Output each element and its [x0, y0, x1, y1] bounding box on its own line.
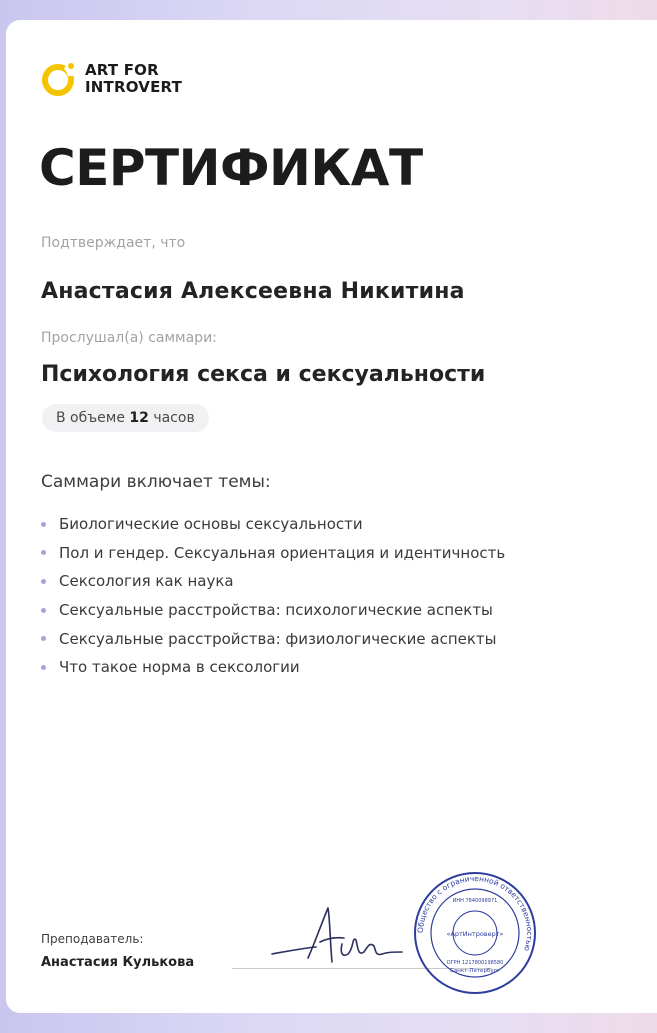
- recipient-name: Анастасия Алексеевна Никитина: [41, 279, 465, 304]
- logo-ring-icon: [40, 60, 78, 98]
- topic-text: Биологические основы сексуальности: [59, 515, 363, 534]
- topic-text: Пол и гендер. Сексуальная ориентация и идентичность: [59, 543, 506, 562]
- listened-text: Прослушал(а) саммари:: [41, 330, 217, 346]
- teacher-name: Анастасия Кулькова: [41, 955, 195, 970]
- certificate-card: [6, 20, 657, 1013]
- list-item: [41, 567, 505, 596]
- signature-image: [264, 892, 414, 972]
- list-item: [41, 539, 505, 568]
- confirms-text: Подтверждает, что: [41, 235, 186, 251]
- list-item: [41, 653, 505, 682]
- list-item: [41, 510, 505, 539]
- logo-line-2: INTROVERT: [85, 78, 183, 96]
- svg-text:Общество с ограниченной ответс: [416, 874, 534, 952]
- volume-hours: 12: [129, 410, 149, 426]
- certificate-title: СЕРТИФИКАТ: [39, 139, 423, 197]
- bullet-icon: [41, 665, 46, 670]
- volume-suffix: часов: [153, 410, 195, 426]
- list-item: [41, 596, 505, 625]
- topic-text: Сексуальные расстройства: физиологические аспекты: [59, 629, 497, 648]
- stamp-ring-text: Общество с ограниченной ответственностью: [415, 873, 535, 953]
- bullet-icon: [41, 522, 46, 527]
- bullet-icon: [41, 636, 46, 641]
- topic-text: Сексуальные расстройства: психологические аспекты: [59, 601, 493, 620]
- brand-logo: [40, 60, 182, 98]
- stamp-inn: ИНН 7840098971: [452, 898, 498, 904]
- logo-line-1: ART FOR: [85, 61, 159, 79]
- topics-heading: Саммари включает темы:: [41, 472, 271, 492]
- stamp-ogrn: ОГРН 1217800198580: [446, 960, 504, 966]
- bullet-icon: [41, 550, 46, 555]
- stamp-city: Санкт-Петербург: [450, 968, 500, 974]
- topics-list: [41, 510, 505, 682]
- logo-text: [85, 62, 182, 96]
- volume-badge: [42, 404, 209, 432]
- volume-prefix: В объеме: [56, 410, 125, 426]
- bullet-icon: [41, 579, 46, 584]
- stamp-center-text: «АртИнтроверт»: [446, 930, 504, 938]
- bullet-icon: [41, 608, 46, 613]
- teacher-label: Преподаватель:: [41, 932, 144, 946]
- list-item: [41, 624, 505, 653]
- company-stamp: [410, 868, 540, 998]
- topic-text: Сексология как наука: [59, 572, 234, 591]
- topic-text: Что такое норма в сексологии: [59, 658, 300, 677]
- course-title: Психология секса и сексуальности: [41, 362, 486, 387]
